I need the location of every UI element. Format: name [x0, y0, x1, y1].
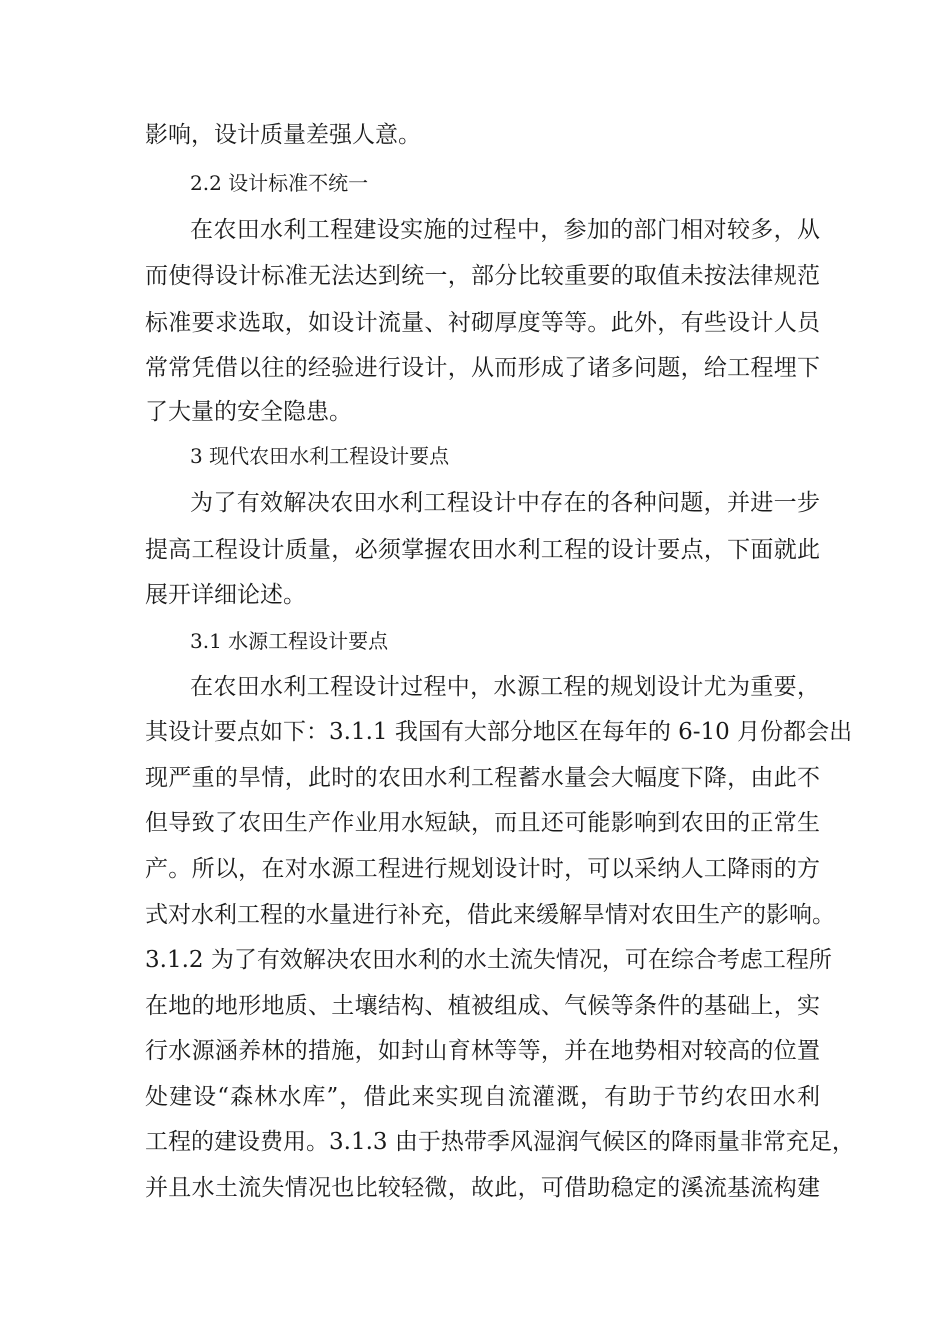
paragraph-line: 3.1.2 为了有效解决农田水利的水土流失情况，可在综合考虑工程所	[145, 947, 832, 973]
paragraph-line: 在地的地形地质、土壤结构、植被组成、气候等条件的基础上，实	[145, 993, 820, 1019]
paragraph-line: 并且水土流失情况也比较轻微，故此，可借助稳定的溪流基流构建	[145, 1175, 820, 1201]
section-heading: 3 现代农田水利工程设计要点	[190, 444, 450, 468]
paragraph-line: 产。所以，在对水源工程进行规划设计时，可以采纳人工降雨的方	[145, 856, 820, 882]
paragraph-line: 处建设“森林水库”，借此来实现自流灌溉，有助于节约农田水利	[145, 1084, 820, 1110]
paragraph-line: 行水源涵养林的措施，如封山育林等等，并在地势相对较高的位置	[145, 1038, 820, 1064]
paragraph-line: 了大量的安全隐患。	[145, 399, 352, 425]
section-heading: 3.1 水源工程设计要点	[190, 629, 389, 653]
paragraph-line: 提高工程设计质量，必须掌握农田水利工程的设计要点，下面就此	[145, 537, 820, 563]
paragraph-line: 现严重的旱情，此时的农田水利工程蓄水量会大幅度下降，由此不	[145, 765, 820, 791]
paragraph-line: 而使得设计标准无法达到统一，部分比较重要的取值未按法律规范	[145, 263, 820, 289]
paragraph-line: 影响，设计质量差强人意。	[145, 122, 421, 148]
paragraph-line: 但导致了农田生产作业用水短缺，而且还可能影响到农田的正常生	[145, 810, 820, 836]
paragraph-line: 标准要求选取，如设计流量、衬砌厚度等等。此外，有些设计人员	[145, 310, 820, 336]
paragraph-line: 展开详细论述。	[145, 582, 306, 608]
paragraph-line: 为了有效解决农田水利工程设计中存在的各种问题，并进一步	[190, 490, 820, 516]
paragraph-line: 在农田水利工程设计过程中，水源工程的规划设计尤为重要，	[190, 674, 820, 700]
paragraph-line: 工程的建设费用。3.1.3 由于热带季风湿润气候区的降雨量非常充足，	[145, 1129, 855, 1155]
paragraph-line: 式对水利工程的水量进行补充，借此来缓解旱情对农田生产的影响。	[145, 902, 835, 928]
paragraph-line: 常常凭借以往的经验进行设计，从而形成了诸多问题，给工程埋下	[145, 355, 820, 381]
paragraph-line: 其设计要点如下：3.1.1 我国有大部分地区在每年的 6-10 月份都会出	[145, 719, 853, 745]
paragraph-line: 在农田水利工程建设实施的过程中，参加的部门相对较多，从	[190, 217, 820, 243]
section-heading: 2.2 设计标准不统一	[190, 171, 369, 195]
